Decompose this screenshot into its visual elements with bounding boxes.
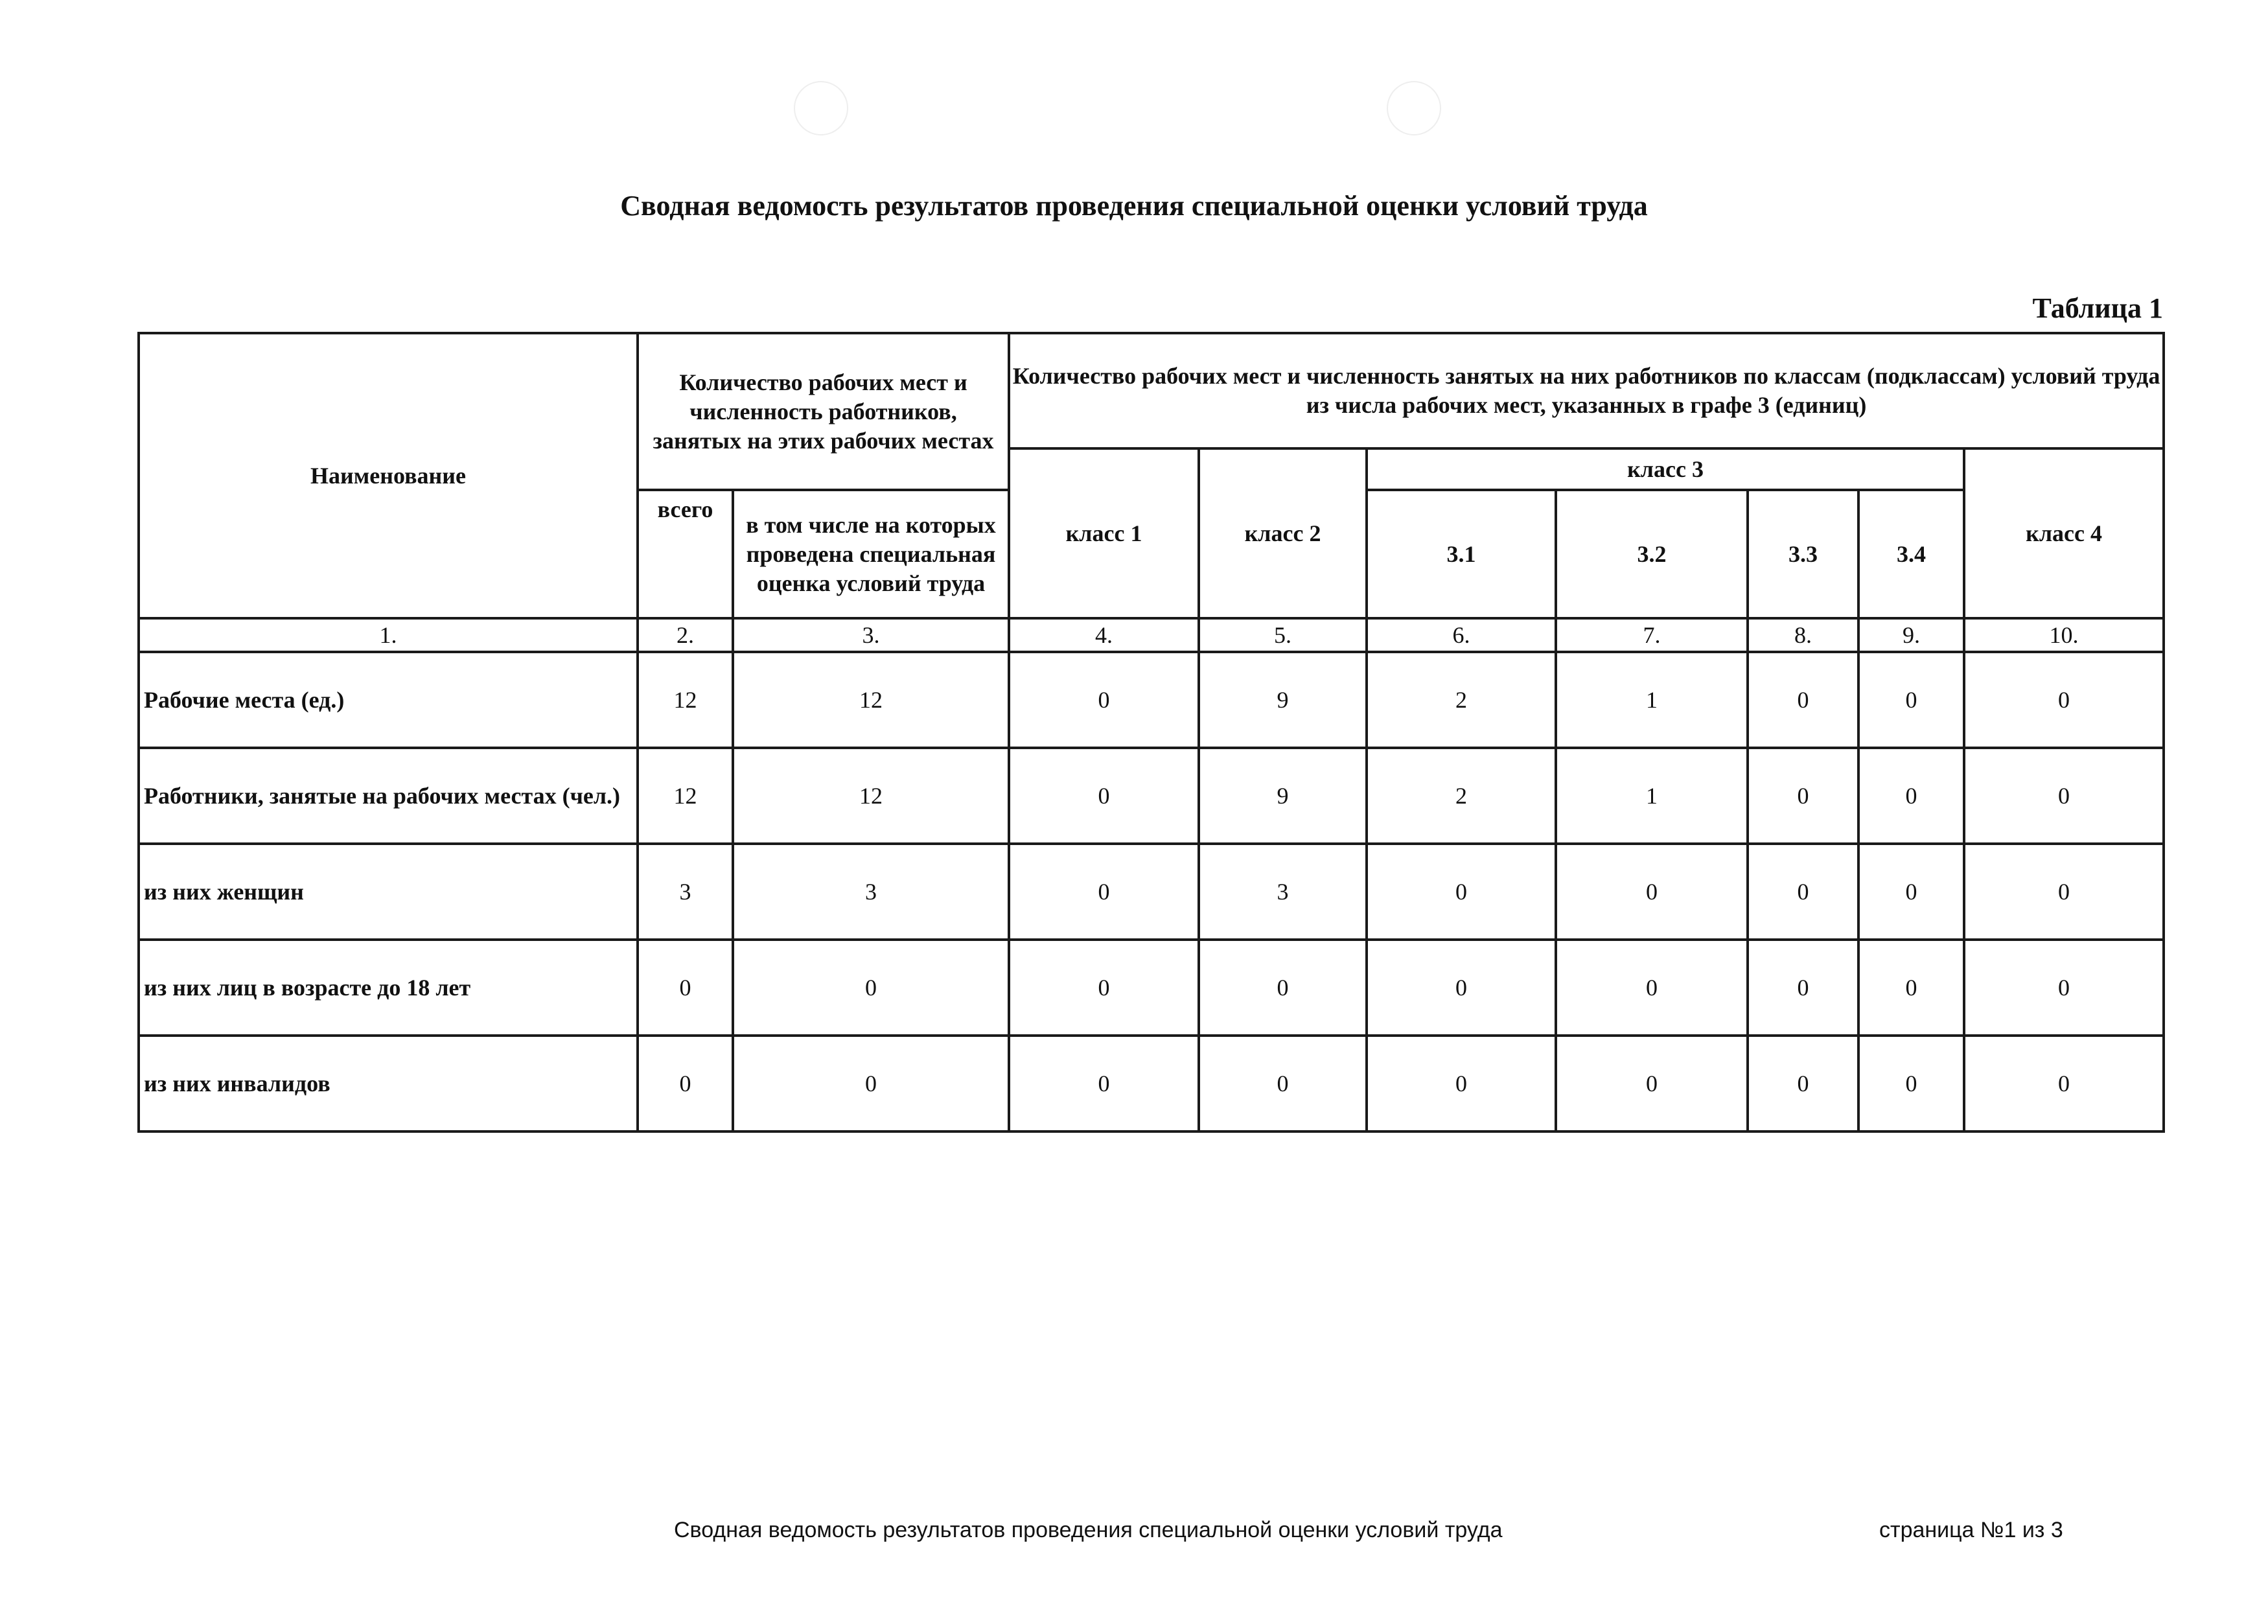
table-cell: 0 [1858,940,1964,1036]
column-number: 8. [1748,618,1858,652]
table-cell: 0 [1964,748,2164,844]
table-cell: 0 [733,940,1009,1036]
row-label: из них женщин [139,844,638,940]
punch-hole-mark [794,81,848,135]
table-cell: 0 [1858,748,1964,844]
table-cell: 0 [1748,844,1858,940]
row-label: из них инвалидов [139,1036,638,1131]
table-cell: 0 [1199,940,1367,1036]
table-cell: 0 [1964,844,2164,940]
table-cell: 0 [1367,1036,1556,1131]
table-cell: 3 [638,844,733,940]
header-subclass-3-1: 3.1 [1367,490,1556,618]
table-cell: 0 [1199,1036,1367,1131]
table-cell: 0 [1748,1036,1858,1131]
table-cell: 0 [638,940,733,1036]
column-number-row [139,618,2164,652]
table-cell: 12 [638,652,733,748]
punch-hole-mark [1387,81,1441,135]
table-cell: 0 [1964,652,2164,748]
table-cell: 9 [1199,652,1367,748]
column-number: 1. [139,618,638,652]
table-cell: 0 [1556,1036,1748,1131]
table-cell: 12 [638,748,733,844]
header-assessed: в том числе на которых проведена специальная оценка условий труда [733,490,1009,618]
column-number: 9. [1858,618,1964,652]
table-cell: 12 [733,748,1009,844]
table-cell: 0 [1858,1036,1964,1131]
row-label: из них лиц в возрасте до 18 лет [139,940,638,1036]
table-cell: 0 [1748,940,1858,1036]
document-title: Сводная ведомость результатов проведения специальной оценки условий труда [620,190,1648,222]
footer-title: Сводная ведомость результатов проведения специальной оценки условий труда [674,1518,1503,1542]
table-label: Таблица 1 [2032,292,2163,324]
table-cell: 0 [1556,940,1748,1036]
summary-table [137,332,2165,1133]
table-cell: 0 [1367,844,1556,940]
table-cell: 2 [1367,748,1556,844]
column-number: 6. [1367,618,1556,652]
table-cell: 0 [1009,748,1199,844]
header-classes-group: Количество рабочих мест и численность занятых на них работников по классам (подклассам) условий труда из числа рабочих мест, указанных в графе 3 (единиц) [1009,333,2164,448]
column-number: 3. [733,618,1009,652]
header-class-2: класс 2 [1199,448,1367,618]
table-cell: 0 [1009,844,1199,940]
header-subclass-3-4: 3.4 [1858,490,1964,618]
header-name: Наименование [139,333,638,618]
header-total: всего [638,490,733,618]
table-cell: 0 [638,1036,733,1131]
table-cell: 3 [1199,844,1367,940]
table-cell: 1 [1556,652,1748,748]
table-cell: 0 [1964,940,2164,1036]
table-cell: 0 [1858,652,1964,748]
table-row [139,748,2164,844]
column-number: 2. [638,618,733,652]
header-subclass-3-3: 3.3 [1748,490,1858,618]
table-row [139,940,2164,1036]
table-cell: 9 [1199,748,1367,844]
table-cell: 0 [1556,844,1748,940]
row-label: Рабочие места (ед.) [139,652,638,748]
page-number: страница №1 из 3 [1879,1518,2063,1542]
table-row [139,844,2164,940]
table-cell: 0 [1009,940,1199,1036]
row-label: Работники, занятые на рабочих местах (чел.) [139,748,638,844]
table-cell: 1 [1556,748,1748,844]
column-number: 4. [1009,618,1199,652]
table-row [139,652,2164,748]
table-cell: 0 [1009,1036,1199,1131]
column-number: 7. [1556,618,1748,652]
column-number: 5. [1199,618,1367,652]
table-cell: 3 [733,844,1009,940]
table-cell: 12 [733,652,1009,748]
table-cell: 0 [1748,748,1858,844]
header-class-4: класс 4 [1964,448,2164,618]
column-number: 10. [1964,618,2164,652]
header-count-group: Количество рабочих мест и численность работников, занятых на этих рабочих местах [638,333,1009,490]
table-cell: 0 [1748,652,1858,748]
header-class-1: класс 1 [1009,448,1199,618]
header-class-3: класс 3 [1367,448,1964,490]
table-cell: 2 [1367,652,1556,748]
table-cell: 0 [1858,844,1964,940]
header-subclass-3-2: 3.2 [1556,490,1748,618]
table-cell: 0 [1964,1036,2164,1131]
table-cell: 0 [1367,940,1556,1036]
table-cell: 0 [733,1036,1009,1131]
table-row [139,1036,2164,1131]
table-cell: 0 [1009,652,1199,748]
